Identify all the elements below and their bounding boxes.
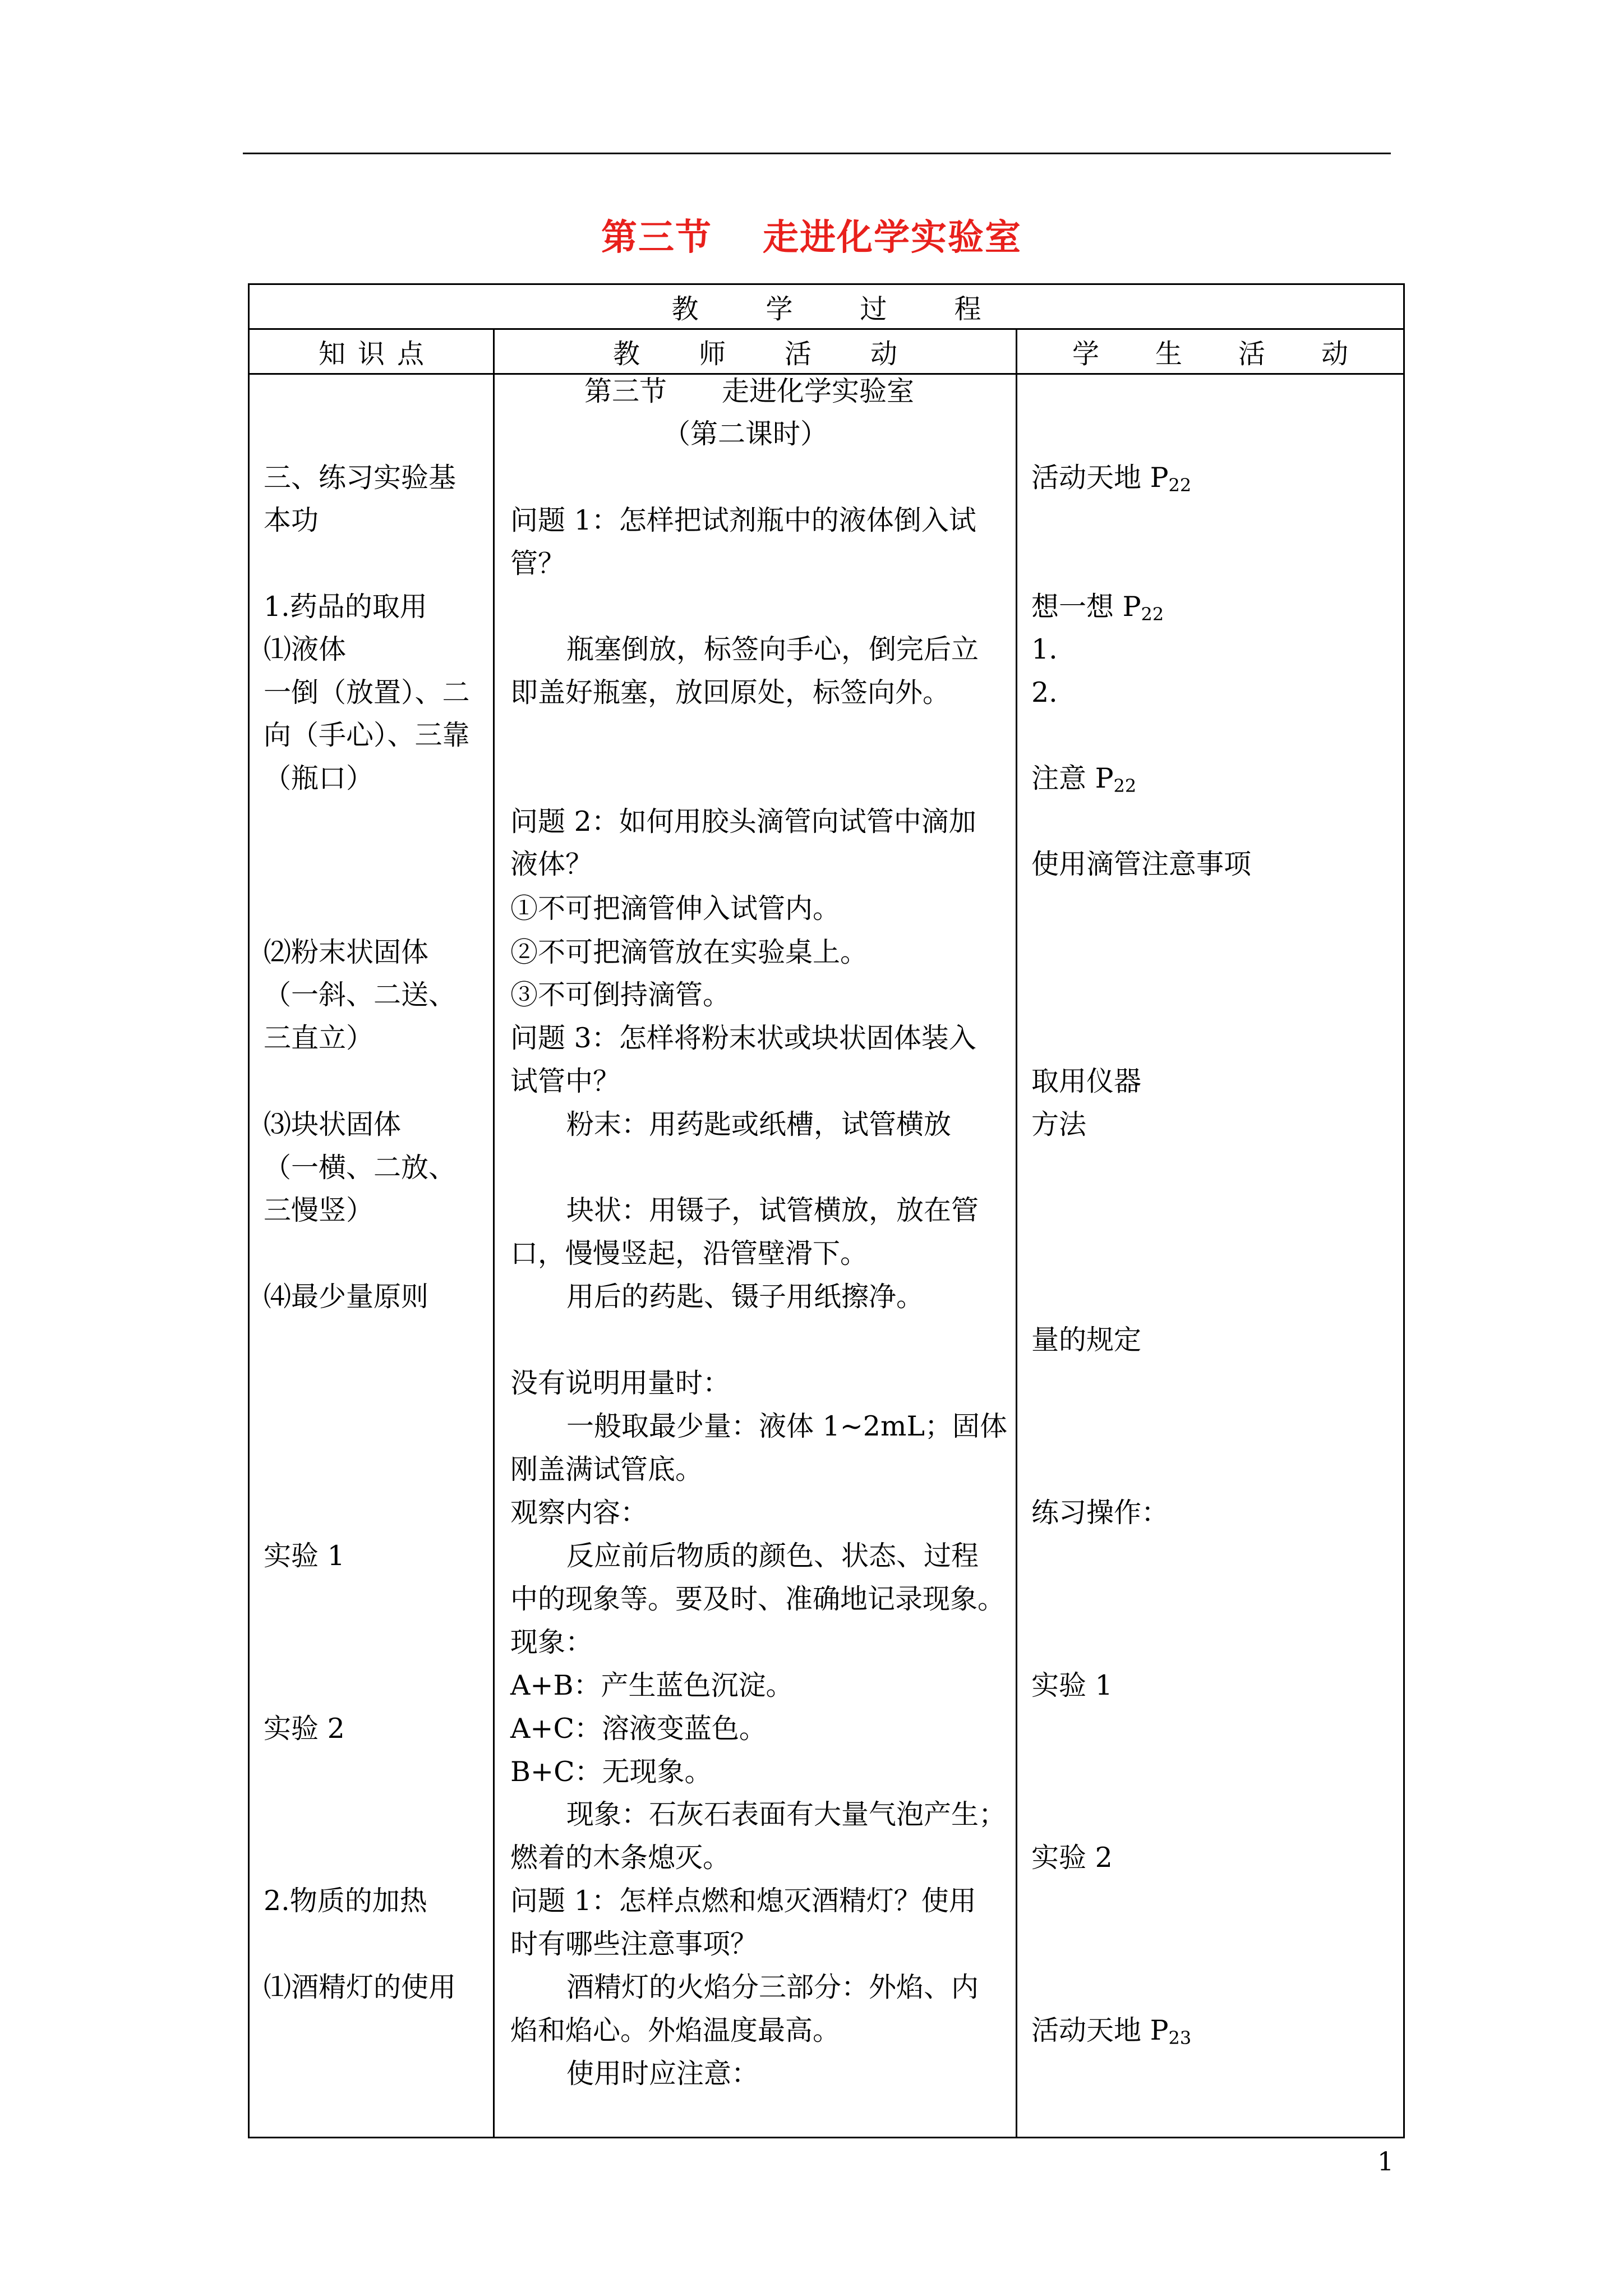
header-char: 识	[357, 338, 385, 370]
student-line	[1031, 762, 1136, 803]
teacher-line: B+C：无现象。	[510, 1756, 712, 1788]
header-char: 程	[954, 293, 981, 325]
knowledge-line: 三慢竖）	[264, 1194, 374, 1226]
col-header-student	[1017, 329, 1404, 374]
header-char: 活	[785, 338, 812, 370]
teacher-line: 液体？	[510, 848, 593, 880]
header-char: 动	[870, 338, 898, 370]
teacher-line: 块状：用镊子，试管横放，放在管	[566, 1194, 979, 1226]
teacher-line: 一般取最少量：液体 1~2mL；固体	[566, 1410, 1007, 1442]
teacher-line: 口，慢慢竖起，沿管壁滑下。	[510, 1237, 868, 1269]
header-char: 过	[860, 293, 887, 325]
col-header-teacher	[494, 329, 1017, 374]
teaching-process-table	[248, 283, 1405, 2138]
student-line: 取用仪器	[1031, 1065, 1142, 1097]
teacher-line: ②不可把滴管放在实验桌上。	[510, 936, 868, 968]
header-char: 教	[671, 293, 699, 325]
header-char: 知	[318, 338, 345, 370]
student-line-text: 活动天地 P	[1031, 2014, 1169, 2046]
teacher-line: 中的现象等。要及时、准确地记录现象。	[510, 1583, 1006, 1615]
teacher-line: 问题 1：怎样点燃和熄灭酒精灯？使用	[510, 1885, 976, 1917]
teacher-line: 反应前后物质的颜色、状态、过程	[566, 1540, 979, 1572]
teacher-line: 粉末：用药匙或纸槽，试管横放	[566, 1108, 952, 1140]
student-line: 1.	[1031, 633, 1058, 665]
table-main-header	[249, 284, 1404, 329]
header-char: 动	[1321, 338, 1349, 370]
student-line: 量的规定	[1031, 1324, 1142, 1356]
knowledge-line: （一横、二放、	[264, 1152, 457, 1184]
student-line: 实验 2	[1031, 1842, 1113, 1874]
header-char: 学	[766, 293, 793, 325]
teacher-line: 用后的药匙、镊子用纸擦净。	[566, 1281, 924, 1313]
student-line: 方法	[1031, 1108, 1087, 1140]
knowledge-line: 三、练习实验基	[264, 462, 457, 494]
teacher-line: 问题 2：如何用胶头滴管向试管中滴加	[510, 806, 976, 838]
teacher-line: 刚盖满试管底。	[510, 1453, 703, 1485]
teacher-line: 酒精灯的火焰分三部分：外焰、内	[566, 1971, 979, 2003]
header-char: 学	[1072, 338, 1099, 370]
student-line: 实验 1	[1031, 1669, 1113, 1701]
student-line-text: 活动天地 P	[1031, 462, 1169, 494]
teacher-line: A+B：产生蓝色沉淀。	[510, 1669, 794, 1701]
teacher-line: 第三节 走进化学实验室	[584, 375, 915, 407]
knowledge-line: 本功	[264, 504, 319, 536]
page-number: 1	[1377, 2146, 1394, 2177]
knowledge-line: 向（手心）、三靠	[264, 719, 470, 751]
knowledge-line: ⑶块状固体	[264, 1108, 402, 1140]
knowledge-line: 实验 2	[264, 1713, 345, 1745]
knowledge-line: 三直立）	[264, 1022, 374, 1054]
teacher-line: 即盖好瓶塞，放回原处，标签向外。	[510, 677, 951, 708]
teacher-line: 试管中？	[510, 1065, 621, 1097]
knowledge-line: 实验 1	[264, 1540, 345, 1572]
student-line: 练习操作：	[1031, 1497, 1169, 1529]
student-cell	[1017, 374, 1404, 2138]
knowledge-line: 2.物质的加热	[264, 1885, 427, 1917]
header-rule	[243, 153, 1391, 154]
student-line	[1031, 461, 1191, 502]
teacher-line: A+C：溶液变蓝色。	[510, 1713, 767, 1745]
teacher-line: 没有说明用量时：	[510, 1367, 731, 1399]
teacher-line: 焰和焰心。外焰温度最高。	[510, 2014, 841, 2046]
knowledge-line: 一倒（放置）、二	[264, 677, 470, 708]
knowledge-line: ⑵粉末状固体	[264, 936, 429, 968]
teacher-line: 时有哪些注意事项？	[510, 1928, 758, 1960]
header-char: 师	[698, 338, 726, 370]
knowledge-line: ⑴酒精灯的使用	[264, 1971, 457, 2003]
header-char: 活	[1238, 338, 1266, 370]
knowledge-cell	[249, 374, 494, 2138]
title-topic: 走进化学实验室	[763, 217, 1022, 259]
page-ref-subscript: 22	[1113, 775, 1137, 797]
knowledge-line: ⑷最少量原则	[264, 1281, 429, 1313]
page-ref-subscript: 23	[1168, 2027, 1192, 2049]
teacher-cell	[494, 374, 1017, 2138]
knowledge-line: ⑴液体	[264, 633, 347, 665]
teacher-line: ③不可倒持滴管。	[510, 979, 731, 1011]
teacher-line: 现象：	[510, 1626, 593, 1658]
document-title	[0, 209, 1623, 260]
student-line-text: 想一想 P	[1031, 591, 1141, 623]
teacher-line: ①不可把滴管伸入试管内。	[510, 892, 841, 924]
knowledge-line: 1.药品的取用	[264, 591, 427, 623]
teacher-line: 使用时应注意：	[566, 2058, 759, 2090]
knowledge-line: （一斜、二送、	[264, 979, 457, 1011]
teacher-line: 管？	[510, 547, 566, 579]
title-section: 第三节	[601, 217, 712, 259]
teacher-line: 燃着的木条熄灭。	[510, 1842, 731, 1874]
teacher-line: 观察内容：	[510, 1497, 648, 1529]
teacher-line: 问题 3：怎样将粉末状或块状固体装入	[510, 1022, 976, 1054]
knowledge-line: （瓶口）	[264, 762, 374, 794]
header-char: 生	[1155, 338, 1182, 370]
header-char: 点	[397, 338, 425, 370]
teacher-line: （第二课时）	[663, 418, 828, 450]
student-line: 使用滴管注意事项	[1031, 848, 1252, 880]
teacher-line: 问题 1：怎样把试剂瓶中的液体倒入试	[510, 504, 976, 536]
page-ref-subscript: 22	[1168, 475, 1192, 496]
teacher-line: 现象：石灰石表面有大量气泡产生；	[566, 1798, 1007, 1830]
student-line-text: 注意 P	[1031, 762, 1114, 794]
teacher-line: 瓶塞倒放，标签向手心，倒完后立	[566, 633, 979, 665]
col-header-knowledge	[249, 329, 494, 374]
page-ref-subscript: 22	[1141, 604, 1164, 625]
student-line	[1031, 2014, 1191, 2055]
student-line	[1031, 590, 1164, 631]
student-line: 2.	[1031, 677, 1058, 708]
header-char: 教	[612, 338, 640, 370]
